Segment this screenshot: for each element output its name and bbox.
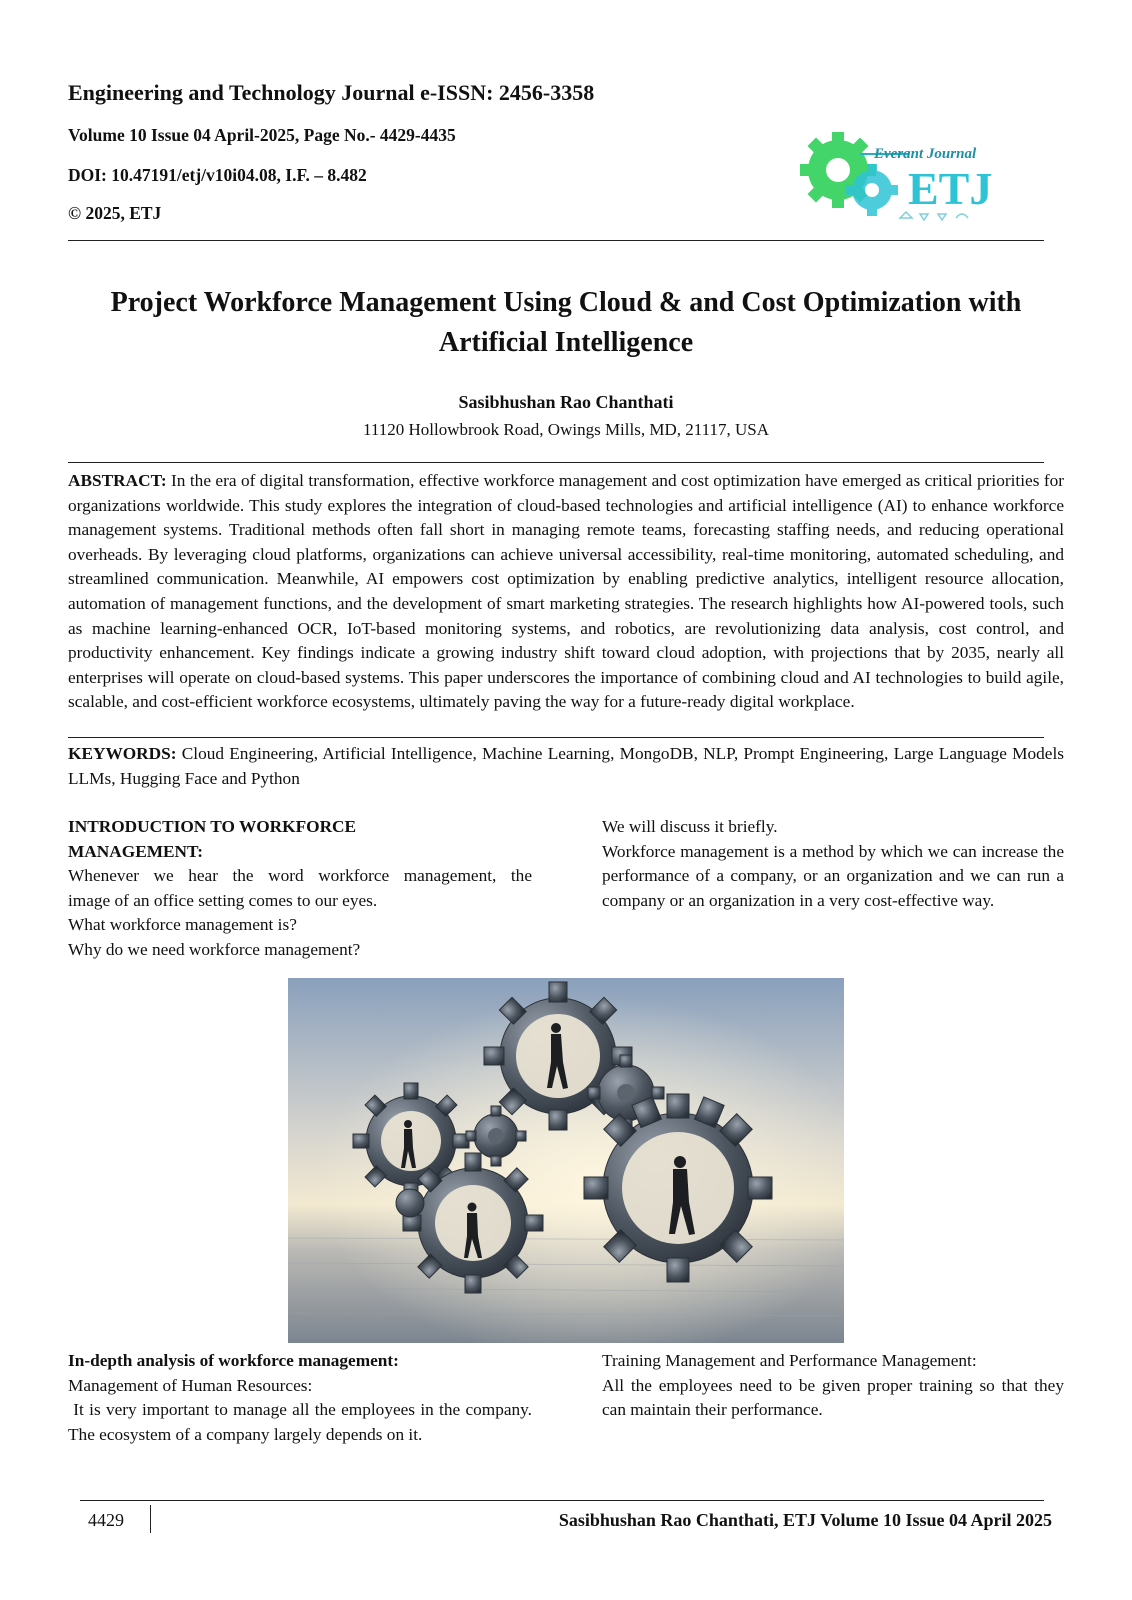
intro-paragraph-line2: image of an office setting comes to our eyes. <box>68 890 378 910</box>
analysis-subheading-1: Management of Human Resources: <box>68 1375 313 1395</box>
keywords-text: Cloud Engineering, Artificial Intelligence, Machine Learning, MongoDB, NLP, Prompt Engineering, Large Language Models LLMs, Hugging Face and Python <box>68 744 1065 788</box>
footer-credit: Sasibhushan Rao Chanthati, ETJ Volume 10 Issue 04 April 2025 <box>558 1510 1052 1530</box>
footer-rule <box>80 1500 1044 1501</box>
journal-title: Engineering and Technology Journal e-ISSN: 2456-3358 <box>68 80 595 105</box>
keywords-label: KEYWORDS: <box>68 744 177 763</box>
keywords <box>68 742 1064 791</box>
intro-response-2: Workforce management is a method by which we can increase the performance of a company, or an organization and we can run a company or an organization in a very cost-effective way. <box>602 841 1064 910</box>
abstract-bottom-rule <box>68 737 1044 738</box>
analysis-right-column <box>602 1349 1064 1423</box>
footer-divider <box>150 1505 151 1533</box>
intro-paragraph-line1: Whenever we hear the word workforce management, the <box>68 866 532 886</box>
volume-line: Volume 10 Issue 04 April-2025, Page No.- 4429-4435 <box>68 125 456 145</box>
analysis-subheading-2: Training Management and Performance Management: <box>602 1351 977 1370</box>
author-address: 11120 Hollowbrook Road, Owings Mills, MD, 21117, USA <box>363 420 769 439</box>
footer-page-number: 4429 <box>88 1510 124 1530</box>
etj-logo <box>790 118 1020 230</box>
analysis-paragraph-1: It is very important to manage all the employees in the company. The ecosystem of a company largely depends on it. <box>68 1400 537 1444</box>
analysis-heading: In-depth analysis of workforce management: <box>68 1351 399 1370</box>
abstract <box>68 469 1064 715</box>
logo-text-top: Everant Journal <box>874 146 977 162</box>
abstract-label: ABSTRACT: <box>68 471 167 490</box>
doi-line: DOI: 10.47191/etj/v10i04.08, I.F. – 8.482 <box>68 165 367 185</box>
analysis-paragraph-2: All the employees need to be given proper training so that they can maintain their performance. <box>602 1375 1064 1420</box>
abstract-top-rule <box>68 462 1044 463</box>
paper-title: Project Workforce Management Using Cloud & and Cost Optimization with Artificial Intelligence <box>110 287 1022 358</box>
gears-image <box>288 978 844 1343</box>
copyright-line: © 2025, ETJ <box>68 203 162 223</box>
intro-heading-line2: MANAGEMENT: <box>68 841 204 861</box>
header-rule <box>68 240 1044 241</box>
intro-question-1: What workforce management is? <box>68 915 297 935</box>
intro-heading-line1: INTRODUCTION TO WORKFORCE <box>68 817 357 836</box>
intro-right-column <box>602 815 1064 913</box>
intro-left-column <box>68 815 532 963</box>
abstract-text: In the era of digital transformation, effective workforce management and cost optimization have emerged as critical priorities for organizations worldwide. This study explores the integration of cloud-based technologies and artificial intelligence (AI) to enhance workforce management systems. Traditional methods often fall short in managing remote teams, forecasting staffing needs, and reducing operational overheads. By leveraging cloud platforms, organizations can achieve universal accessibility, real-time monitoring, automated scheduling, and streamlined communication. Meanwhile, AI empowers cost optimization by enabling predictive analytics, intelligent resource allocation, automation of management functions, and the development of smart marketing strategies. The research highlights how AI-powered tools, such as machine learning-enhanced OCR, IoT-based monitoring systems, and robotics, are revolutionizing data analysis, cost control, and productivity enhancement. Key findings indicate a growing industry shift toward cloud adoption, with projections that by 2035, nearly all enterprises will operate on cloud-based systems. This paper underscores the importance of combining cloud and AI technologies to build agile, scalable, and cost-efficient workforce ecosystems, ultimately paving the way for a future-ready digital workplace. <box>68 471 1065 712</box>
intro-question-2: Why do we need workforce management? <box>68 939 361 959</box>
analysis-left-column <box>68 1349 537 1447</box>
author-name: Sasibhushan Rao Chanthati <box>458 392 674 412</box>
intro-response-1: We will discuss it briefly. <box>602 817 778 836</box>
logo-text-main: ETJ <box>908 163 993 214</box>
